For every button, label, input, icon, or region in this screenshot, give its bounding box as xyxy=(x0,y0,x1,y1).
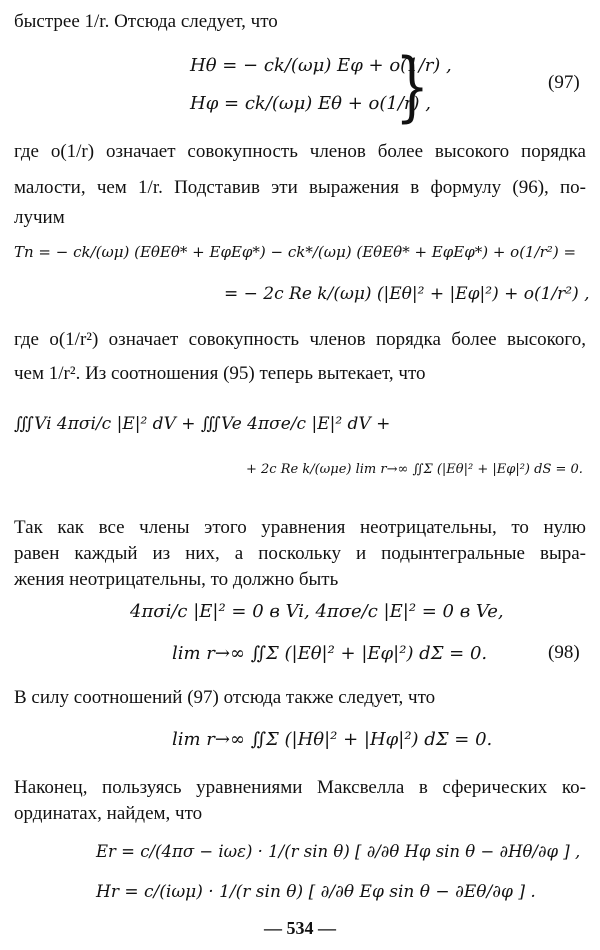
equation-number-97: (97) xyxy=(548,72,580,93)
equation-97-line-2: Hφ = ck/(ωμ) Eθ + o(1/r) , xyxy=(190,93,431,114)
equation-hr: Hr = c/(iωμ) · 1/(r sin θ) [ ∂/∂θ Eφ sin θ − ∂Eθ/∂φ ] . xyxy=(96,882,536,902)
text-line: быстрее 1/r. Отсюда следует, что xyxy=(14,11,278,32)
text-line: В силу соотношений (97) отсюда также следует, что xyxy=(14,687,436,708)
equation-98-line-2: lim r→∞ ∬Σ (|Eθ|² + |Eφ|²) dΣ = 0. xyxy=(172,643,488,664)
text-line: ординатах, найдем, что xyxy=(14,803,203,824)
text-line: Так как все члены этого уравнения неотрицательны, то нулю xyxy=(14,517,586,538)
page-number: — 534 — xyxy=(264,918,336,938)
equation-tn-line-1: Tn = − ck/(ωμ) (EθEθ* + EφEφ*) − ck*/(ωμ) (EθEθ* + EφEφ*) + o(1/r²) = xyxy=(14,243,577,261)
text-line: лучим xyxy=(14,207,65,228)
equation-98-line-1: 4πσi/c |E|² = 0 в Vi, 4πσe/c |E|² = 0 в Ve, xyxy=(130,601,504,622)
text-line: равен каждый из них, а поскольку и подынтегральные выра- xyxy=(14,543,586,564)
text-line: Наконец, пользуясь уравнениями Максвелла в сферических ко- xyxy=(14,777,586,798)
text-line: где o(1/r²) означает совокупность членов порядка более высокого, xyxy=(14,329,586,350)
equation-integral-line-2: + 2c Re k/(ωμe) lim r→∞ ∬Σ (|Eθ|² + |Eφ|²) dS = 0. xyxy=(246,462,583,477)
text-line: где o(1/r) означает совокупность членов более высокого порядка xyxy=(14,141,586,162)
text-line: малости, чем 1/r. Подставив эти выражения в формулу (96), по- xyxy=(14,177,586,198)
text-line: жения неотрицательны, то должно быть xyxy=(14,569,339,590)
equation-tn-line-2: = − 2c Re k/(ωμ) (|Eθ|² + |Eφ|²) + o(1/r²) , xyxy=(224,284,590,304)
equation-number-98: (98) xyxy=(548,642,580,663)
text-line: чем 1/r². Из соотношения (95) теперь вытекает, что xyxy=(14,363,426,384)
equation-limit-h: lim r→∞ ∬Σ (|Hθ|² + |Hφ|²) dΣ = 0. xyxy=(172,729,493,750)
equation-er: Er = c/(4πσ − iωε) · 1/(r sin θ) [ ∂/∂θ Hφ sin θ − ∂Hθ/∂φ ] , xyxy=(96,842,581,861)
equation-97-line-1: Hθ = − ck/(ωμ) Eφ + o(1/r) , xyxy=(190,55,452,76)
right-brace: } xyxy=(395,41,430,130)
equation-integral-line-1: ∭Vi 4πσi/c |E|² dV + ∭Ve 4πσe/c |E|² dV + xyxy=(14,414,391,434)
